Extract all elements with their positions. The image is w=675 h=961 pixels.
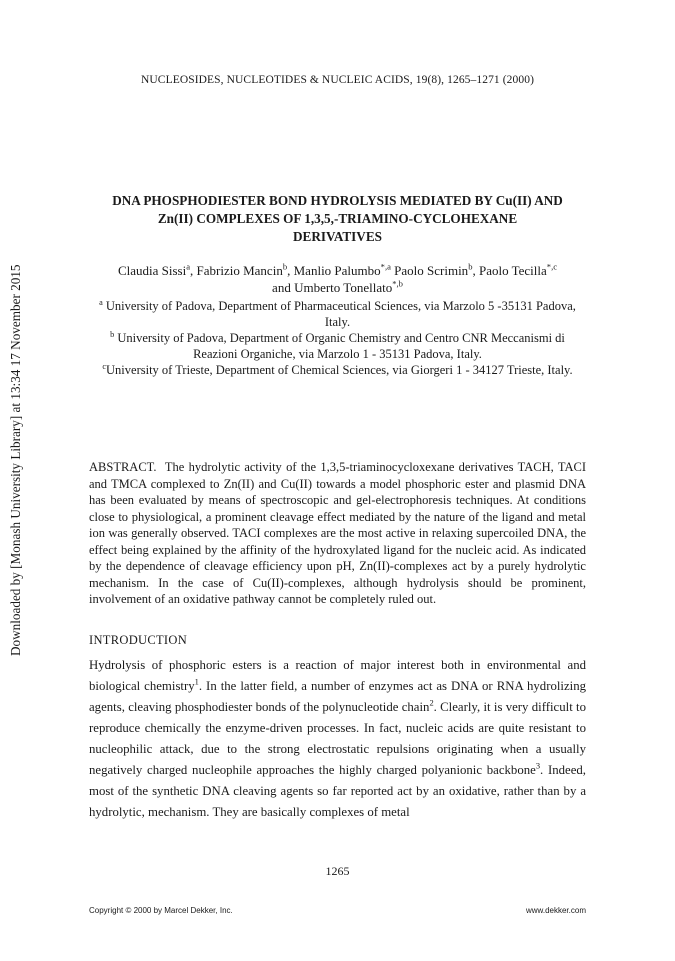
author: Fabrizio Mancin$^b$ <box>196 261 288 278</box>
author: Paolo Scrimin$^b$ <box>394 261 473 278</box>
download-watermark: Downloaded by [Monash University Library] at 13:34 17 November 2015 <box>8 264 23 656</box>
title-line-2: Zn(II) COMPLEXES OF 1,3,5,-TRIAMINO-CYCLOHEXANE DERIVATIVES <box>157 211 518 244</box>
author: Umberto Tonellato$^{*,b}$ <box>294 278 403 295</box>
affiliation-c: $^c$University of Trieste, Department of Chemical Sciences, via Giorgeri 1 - 34127 Trieste, Italy. <box>102 361 573 377</box>
affiliations <box>96 298 579 378</box>
affiliation-b: $^b$ University of Padova, Department of Organic Chemistry and Centro CNR Meccanismi di Reazioni Organiche, via Marzolo 1 - 35131 Padova, Italy. <box>110 329 565 361</box>
journal-header: NUCLEOSIDES, NUCLEOTIDES & NUCLEIC ACIDS, 19(8), 1265–1271 (2000) <box>140 74 534 86</box>
abstract <box>89 459 586 608</box>
introduction-heading: INTRODUCTION <box>89 633 188 647</box>
title-line-1: DNA PHOSPHODIESTER BOND HYDROLYSIS MEDIATED BY Cu(II) AND <box>112 193 563 208</box>
abstract-text: The hydrolytic activity of the 1,3,5-triaminocycloxexane derivatives TACH, TACI and TMCA complexed to Zn(II) and Cu(II) towards a model phosphoric ester and plasmid DNA has been evaluated by means of spectroscopic and gel-electrophoresis techniques. At conditions close to physiological, a prominent cleavage effect mediated by the nature of the ligand and metal ion was generally observed. TACI complexes are the most active in relaxing supercoiled DNA, the effect being explained by the affinity of the hydroxylated ligand for the nucleic acid. As indicated by the dependence of cleavage efficiency upon pH, Zn(II)-complexes act by a purely hydrolytic mechanism. In the case of Cu(II)-complexes, although hydrolysis should be prominent, involvement of an oxidative pathway cannot be completely ruled out. <box>89 460 586 606</box>
page-number: 1265 <box>325 864 350 878</box>
author: Claudia Sissi$^a$ <box>117 261 191 278</box>
abstract-label: ABSTRACT. <box>89 460 157 474</box>
reference-2: 2 <box>429 697 434 708</box>
page-footer <box>89 906 586 915</box>
reference-3: 3 <box>535 760 541 771</box>
author: Paolo Tecilla$^{*,c}$ <box>478 261 558 278</box>
publisher-url: www.dekker.com <box>525 906 586 915</box>
paper-title <box>112 192 563 246</box>
copyright-notice: Copyright © 2000 by Marcel Dekker, Inc. <box>89 906 233 915</box>
author: Manlio Palumbo$^{*,a}$ <box>293 261 391 278</box>
reference-1: 1 <box>194 676 199 687</box>
author-list: Claudia Sissi$^a$, Fabrizio Mancin$^b$, Manlio Palumbo$^{*,a}$ Paolo Scrimin$^b$, Paolo Tecilla$^{*,c}$ and Umberto Tonellato$^{*,b}$ <box>117 261 558 295</box>
affiliation-a: $^a$ University of Padova, Department of Pharmaceutical Sciences, via Marzolo 5 -35131 Padova, Italy. <box>99 297 576 329</box>
introduction-body: Hydrolysis of phosphoric esters is a reaction of major interest both in environmental and biological chemistry$^1$. In the latter field, a number of enzymes act as DNA or RNA hydrolizing agents, cleaving phosphodiester bonds of the polynucleotide chain$^2$. Clearly, it is very difficult to reproduce chemically the enzyme-driven processes. In fact, nucleic acids are quite resistant to nucleophilic attack, due to the strong electrostatic repulsions originating when a usually negatively charged nucleophile approaches the highly charged polyanionic backbone$^3$. Indeed, most of the synthetic DNA cleaving agents so far reported act by an oxidative, rather than by a hydrolytic, mechanism. They are basically complexes of metal <box>89 658 586 819</box>
